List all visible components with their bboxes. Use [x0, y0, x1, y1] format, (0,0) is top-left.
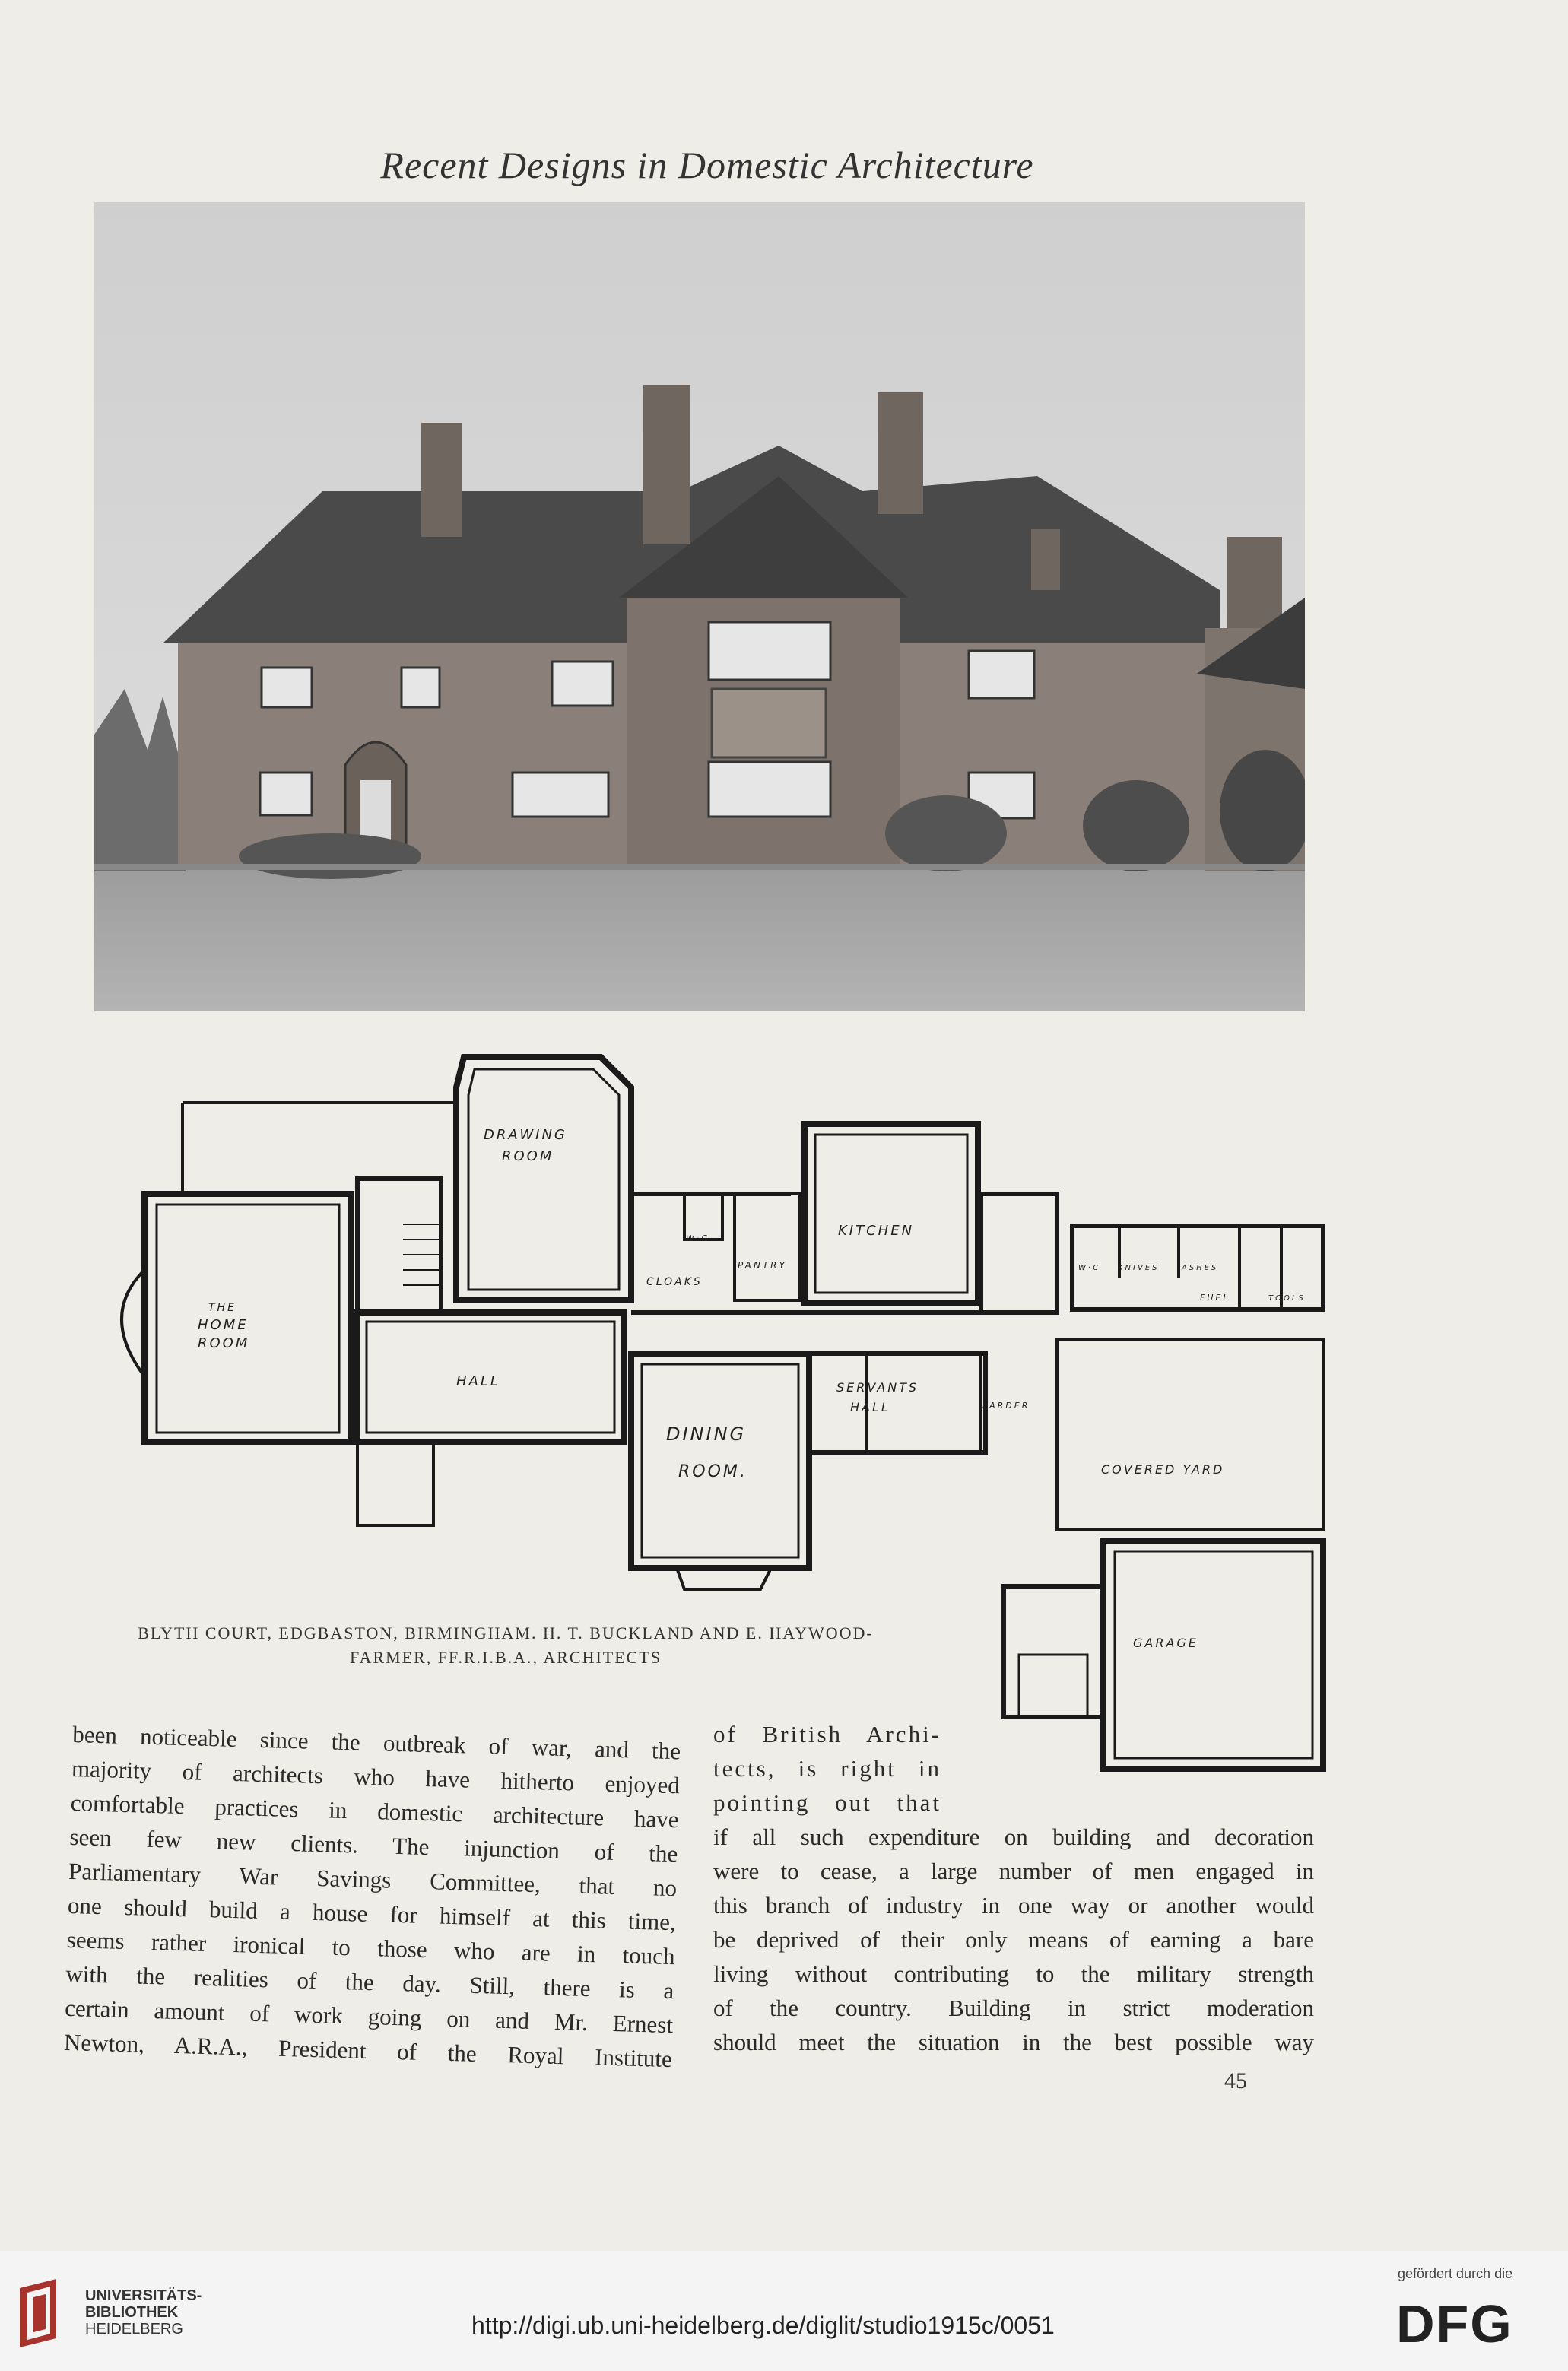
body-line: of British Archi-	[713, 1721, 941, 1747]
plan-label-servants-1: SERVANTS	[836, 1380, 919, 1395]
plan-label-wc: W·C	[686, 1233, 710, 1243]
plan-label-home-room-2: HOME	[198, 1317, 249, 1333]
plan-label-home-room-3: ROOM	[198, 1335, 250, 1351]
body-line: certain amount of work going on and Mr. Ernest	[64, 1994, 674, 2039]
library-name-line-3: HEIDELBERG	[85, 2321, 183, 2338]
body-line: if all such expenditure on building and decoration	[713, 1823, 1314, 1850]
library-name-line-2: BIBLIOTHEK	[85, 2304, 179, 2321]
plan-label-fuel: FUEL	[1200, 1293, 1230, 1303]
library-logo-icon	[17, 2277, 75, 2350]
plan-label-dining-1: DINING	[666, 1424, 747, 1445]
body-line: comfortable practices in domestic architecture have	[70, 1789, 680, 1833]
page-number: 45	[1224, 2068, 1247, 2093]
plan-label-knives: KNIVES	[1118, 1264, 1160, 1272]
plan-label-pantry: PANTRY	[738, 1260, 787, 1271]
plan-label-tools: TOOLS	[1268, 1294, 1306, 1303]
plan-label-kitchen: KITCHEN	[838, 1223, 915, 1239]
body-line: should meet the situation in the best possible way	[713, 2029, 1314, 2055]
body-line: been noticeable since the outbreak of war, and the	[71, 1720, 681, 1765]
body-line: with the realities of the day. Still, there is a	[65, 1960, 674, 2004]
plan-label-ashes: ASHES	[1182, 1264, 1219, 1272]
plan-label-larder: LARDER	[982, 1401, 1030, 1411]
plan-label-cloaks: CLOAKS	[646, 1276, 703, 1288]
plan-label-garage: GARAGE	[1133, 1636, 1198, 1650]
plan-label-hall: HALL	[456, 1373, 500, 1389]
figure-caption	[76, 1621, 935, 1670]
body-line: majority of architects who have hitherto enjoyed	[71, 1754, 681, 1799]
body-line: pointing out that	[713, 1789, 941, 1816]
body-column-right	[713, 1820, 1314, 2059]
body-line: Newton, A.R.A., President of the Royal Institute	[63, 2028, 673, 2073]
body-line: one should build a house for himself at this time,	[67, 1891, 677, 1936]
plan-label-home-room-1: THE	[208, 1302, 236, 1314]
running-head: Recent Designs in Domestic Architecture	[380, 144, 1034, 186]
body-line: tects, is right in	[713, 1755, 941, 1782]
body-line: of the country. Building in strict moderation	[713, 1995, 1314, 2021]
floor-plan	[106, 1042, 1338, 1787]
footer-bar	[0, 2251, 1568, 2371]
body-line: Parliamentary War Savings Committee, that no	[68, 1857, 678, 1902]
funding-text: gefördert durch die	[1398, 2266, 1513, 2281]
plan-label-drawing-room-2: ROOM	[502, 1148, 554, 1164]
body-line: this branch of industry in one way or another would	[713, 1892, 1314, 1919]
body-line: seems rather ironical to those who are in touch	[66, 1925, 676, 1970]
plan-label-servants-2: HALL	[850, 1400, 890, 1414]
body-line: seen few new clients. The injunction of the	[69, 1823, 678, 1868]
plan-label-covered-yard: COVERED YARD	[1101, 1462, 1225, 1477]
body-column-left	[63, 1717, 681, 2076]
caption-line-2: FARMER, FF.R.I.B.A., ARCHITECTS	[349, 1648, 662, 1667]
plan-label-drawing-room: DRAWING	[484, 1127, 567, 1143]
body-line: living without contributing to the military strength	[713, 1960, 1314, 1987]
house-photograph	[94, 202, 1305, 1011]
body-line: be deprived of their only means of earning a bare	[713, 1926, 1314, 1953]
source-url-link[interactable]: http://digi.ub.uni-heidelberg.de/diglit/studio1915c/0051	[471, 2312, 1055, 2339]
caption-line-1: BLYTH COURT, EDGBASTON, BIRMINGHAM. H. T. BUCKLAND AND E. HAYWOOD-	[138, 1624, 874, 1643]
dfg-logo: DFG	[1396, 2294, 1513, 2354]
body-column-right-top	[713, 1717, 941, 1820]
plan-label-wc2: W·C	[1078, 1264, 1101, 1272]
plan-label-dining-2: ROOM.	[678, 1462, 747, 1481]
body-line: were to cease, a large number of men engaged in	[713, 1858, 1314, 1884]
library-name	[85, 2287, 202, 2338]
library-name-line-1: UNIVERSITÄTS-	[85, 2287, 202, 2304]
